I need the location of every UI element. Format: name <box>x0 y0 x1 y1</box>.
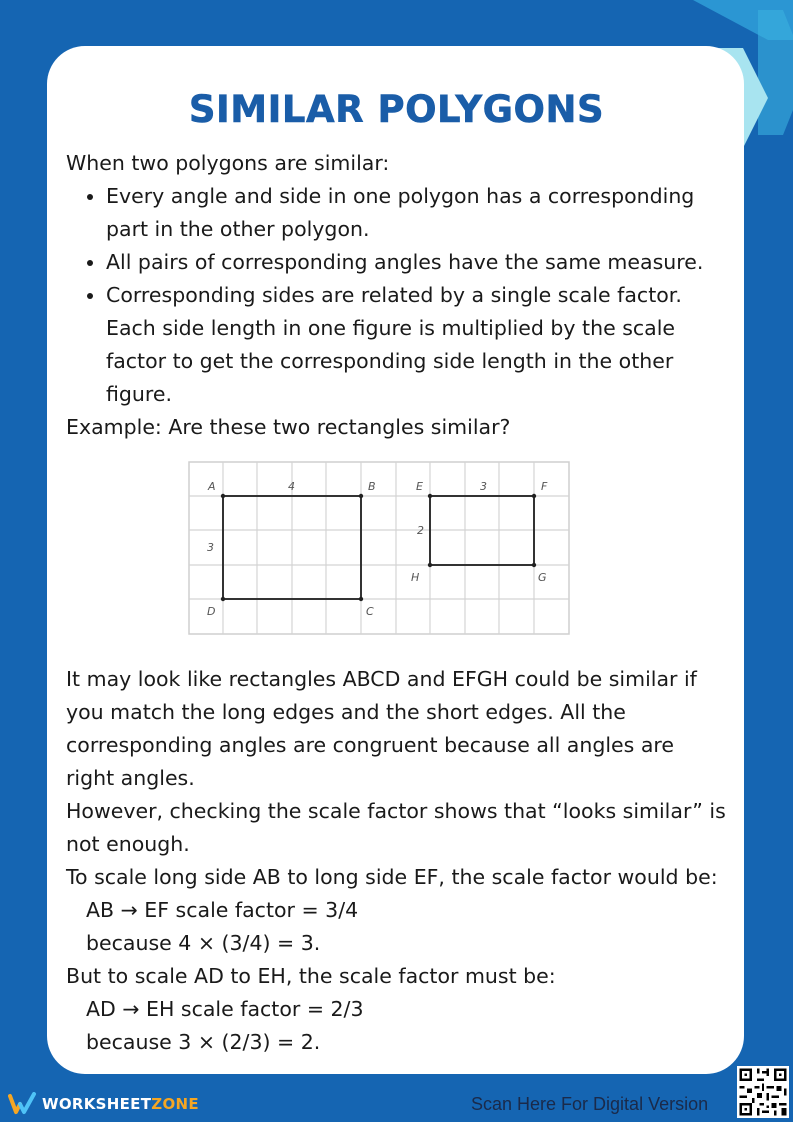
vertex-label-d: D <box>207 605 216 618</box>
brand-name: WORKSHEET <box>42 1095 152 1113</box>
vertex-label-e: E <box>416 480 423 493</box>
scan-instruction: Scan Here For Digital Version <box>471 1094 709 1114</box>
logo-icon <box>8 1092 38 1116</box>
vertex-label-c: C <box>366 605 374 618</box>
explanation-paragraph: However, checking the scale factor shows that “looks similar” is not enough. <box>66 799 726 856</box>
calculation-line: because 4 × (3/4) = 3. <box>86 931 321 955</box>
vertex-label-h: H <box>411 571 420 584</box>
vertex-label-a: A <box>208 480 216 493</box>
bullet-item: • All pairs of corresponding angles have the same measure. <box>106 246 726 279</box>
bullet-item: • Every angle and side in one polygon has a corresponding part in the other polygon. <box>106 180 726 246</box>
transition-text: But to scale AD to EH, the scale factor must be: <box>66 964 556 988</box>
side-label-eh: 2 <box>417 524 424 537</box>
vertex-label-f: F <box>541 480 548 493</box>
vertex-label-g: G <box>538 571 547 584</box>
explanation-paragraph: It may look like rectangles ABCD and EFGH could be similar if you match the long edges and the short edges. All the corresponding angles are congruent because all angles are right angles. <box>66 667 697 790</box>
side-label-ab: 4 <box>288 480 295 493</box>
page-title: SIMILAR POLYGONS <box>188 88 605 131</box>
bullet-list <box>66 180 726 411</box>
side-label-ad: 3 <box>207 541 214 554</box>
calculation-line: AB → EF scale factor = 3/4 <box>86 898 359 922</box>
bullet-item: • Corresponding sides are related by a single scale factor. Each side length in one figure is multiplied by the scale factor to get the corresponding side length in the other figure. <box>106 279 726 411</box>
vertex-label-b: B <box>368 480 376 493</box>
worksheetzone-logo <box>8 1092 199 1116</box>
intro-text: When two polygons are similar: <box>66 151 390 175</box>
rectangles-grid-figure <box>188 461 570 635</box>
brand-name-accent: ZONE <box>151 1095 199 1113</box>
side-label-ef: 3 <box>480 480 487 493</box>
example-prompt: Example: Are these two rectangles similar? <box>66 415 511 439</box>
calculation-line: because 3 × (2/3) = 2. <box>86 1030 321 1054</box>
explanation-paragraph: To scale long side AB to long side EF, the scale factor would be: <box>66 865 718 889</box>
worksheet-body <box>66 147 726 1059</box>
calculation-line: AD → EH scale factor = 2/3 <box>86 997 364 1021</box>
qr-code[interactable] <box>737 1066 789 1118</box>
